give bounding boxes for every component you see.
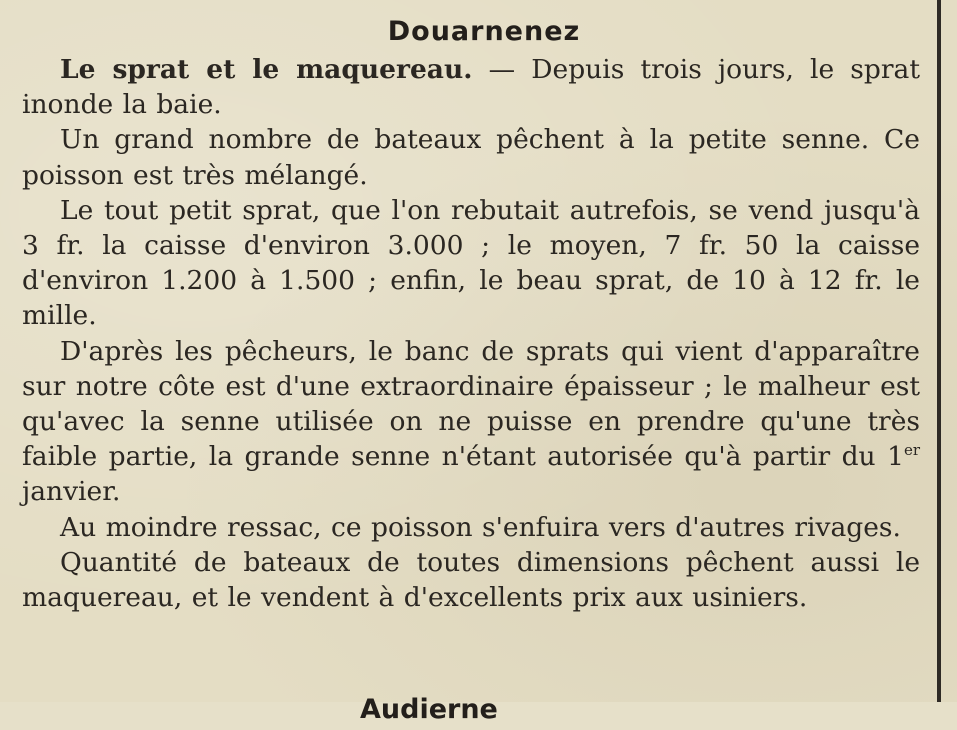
next-article-heading-partial: Audierne <box>360 694 498 725</box>
paragraph-3: Le tout petit sprat, que l'on rebutait autrefois, se vend jusqu'à 3 fr. la caisse d'environ 3.000 ; le moyen, 7 fr. 50 la caisse d'environ 1.200 à 1.500 ; enfin, le beau sprat, de 10 à 12 fr. le mille. <box>22 194 920 332</box>
paragraph-1-text: — Depuis trois jours, le sprat inonde la baie. <box>22 54 920 121</box>
paragraph-5: Au moindre ressac, ce poisson s'enfuira vers d'autres rivages. <box>60 511 901 543</box>
ordinal-superscript: er <box>903 441 920 460</box>
paragraph-1 <box>22 52 920 122</box>
paragraph-2: Un grand nombre de bateaux pêchent à la petite senne. Ce poisson est très mélangé. <box>22 124 920 191</box>
paragraph-4-text: D'après les pêcheurs, le banc de sprats qui vient d'apparaître sur notre côte est d'une extraordinaire épaisseur ; le malheur est qu'avec la senne utilisée on ne puisse en prendre qu'une très faible partie, la grande senne n'étant autorisée qu'à partir du 1 <box>22 335 920 473</box>
column-divider-rule <box>937 0 941 702</box>
lead-in: Le sprat et le maquereau. <box>60 54 473 85</box>
paragraph-4 <box>22 334 920 510</box>
paragraph-6: Quantité de bateaux de toutes dimensions pêchent aussi le maquereau, et le vendent à d'excellents prix aux usiniers. <box>22 546 920 614</box>
article <box>22 12 920 615</box>
article-headline: Douarnenez <box>387 16 581 47</box>
paragraph-4-text-end: janvier. <box>22 476 121 508</box>
